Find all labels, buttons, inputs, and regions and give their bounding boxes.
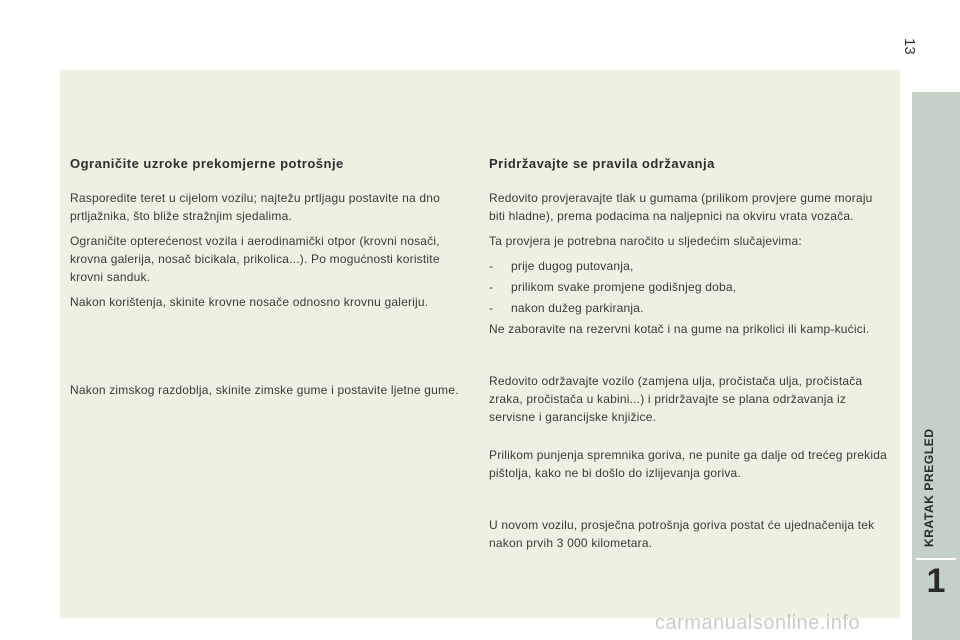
list-item-text: prije dugog putovanja, bbox=[511, 259, 634, 273]
chapter-side-tab bbox=[912, 92, 960, 640]
list-item bbox=[489, 278, 889, 296]
right-paragraph: U novom vozilu, prosječna potrošnja goriva postat će ujednačenija tek nakon prvih 3 000 kilometara. bbox=[489, 518, 875, 550]
right-heading: Pridržavajte se pravila održavanja bbox=[489, 156, 715, 171]
content-panel bbox=[60, 70, 900, 618]
section-label: KRATAK PREGLED bbox=[922, 428, 936, 547]
chapter-number: 1 bbox=[926, 562, 946, 600]
left-heading: Ograničite uzroke prekomjerne potrošnje bbox=[70, 156, 344, 171]
page-number: 13 bbox=[901, 38, 918, 55]
list-item bbox=[489, 299, 889, 317]
right-intro: Redovito provjeravajte tlak u gumama (prilikom provjere gume moraju biti hladne), prema podacima na naljepnici na okviru vrata vozača. bbox=[489, 191, 873, 223]
watermark: carmanualsonline.info bbox=[655, 612, 861, 634]
right-paragraph: Redovito održavajte vozilo (zamjena ulja, pročistača ulja, pročistača zraka, pročistača u kabini...) i pridržavajte se plana održavanja iz servisne i garancijske knjižice. bbox=[489, 374, 863, 424]
left-column bbox=[70, 156, 470, 406]
right-list-intro: Ta provjera je potrebna naročito u sljedećim slučajevima: bbox=[489, 234, 802, 248]
list-dash: - bbox=[489, 259, 494, 273]
left-paragraph: Nakon korištenja, skinite krovne nosače odnosno krovnu galeriju. bbox=[70, 295, 429, 309]
list-dash: - bbox=[489, 280, 494, 294]
list-item bbox=[489, 257, 889, 275]
right-column bbox=[489, 156, 889, 559]
left-paragraph: Nakon zimskog razdoblja, skinite zimske gume i postavite ljetne gume. bbox=[70, 383, 459, 397]
list-item-text: nakon dužeg parkiranja. bbox=[511, 301, 644, 315]
list-item-text: prilikom svake promjene godišnjeg doba, bbox=[511, 280, 737, 294]
list-dash: - bbox=[489, 301, 494, 315]
left-paragraph: Ograničite opterećenost vozila i aerodinamički otpor (krovni nosači, krovna galerija, nosač bicikala, prikolica...). Po mogućnosti koristite krovni sanduk. bbox=[70, 234, 440, 284]
left-paragraph: Rasporedite teret u cijelom vozilu; najtežu prtljagu postavite na dno prtljažnika, što bliže stražnjim sjedalima. bbox=[70, 191, 441, 223]
right-paragraph: Prilikom punjenja spremnika goriva, ne punite ga dalje od trećeg prekida pištolja, kako ne bi došlo do izlijevanja goriva. bbox=[489, 448, 887, 480]
side-divider bbox=[916, 558, 956, 560]
right-paragraph: Ne zaboravite na rezervni kotač i na gume na prikolici ili kamp-kućici. bbox=[489, 322, 870, 336]
